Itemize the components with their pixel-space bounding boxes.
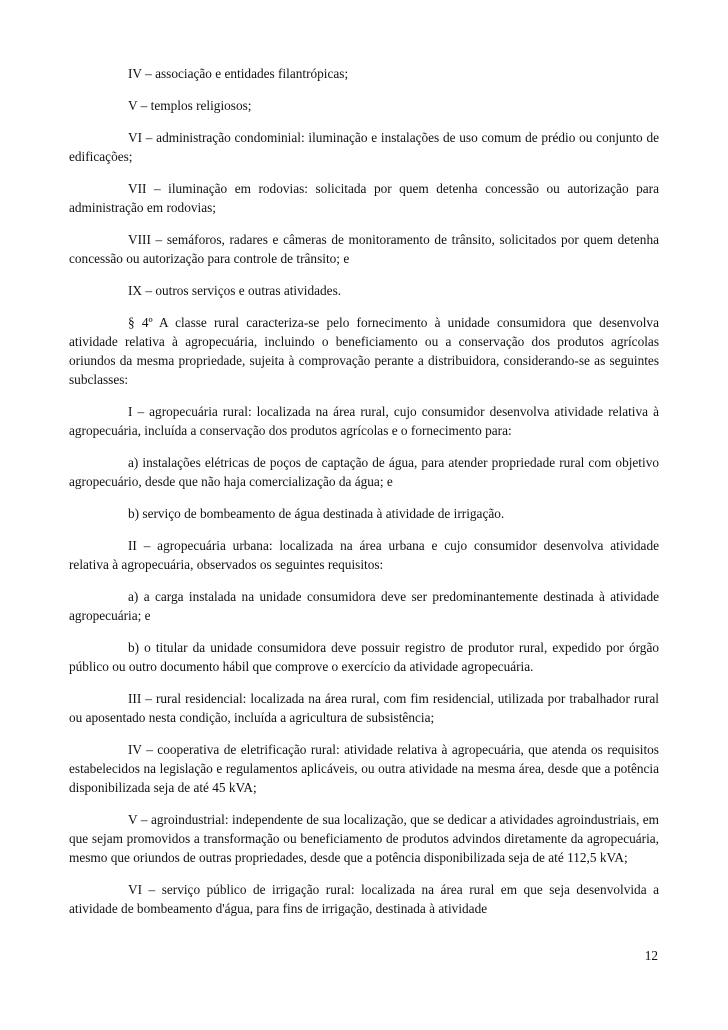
paragraph-alinea-b-bombeamento: b) serviço de bombeamento de água destinada à atividade de irrigação.	[128, 506, 505, 521]
paragraph-inciso-v-agroindustrial: V – agroindustrial: independente de sua localização, que se dedicar a atividades agroindustriais, em que sejam promovidos a transformação ou beneficiamento de produtos advindos diretamente da agropecuária, mesmo que oriundos de outras propriedades, desde que a potência disponibilizada seja de até 112,5 kVA;	[69, 812, 659, 865]
paragraph-alinea-b-titular: b) o titular da unidade consumidora deve possuir registro de produtor rural, expedido por órgão público ou outro documento hábil que comprove o exercício da atividade agropecuária.	[69, 640, 659, 674]
paragraph-inciso-ix-outros: IX – outros serviços e outras atividades.	[128, 283, 342, 298]
paragraph-inciso-iii-rural-residencial: III – rural residencial: localizada na área rural, com fim residencial, utilizada por trabalhador rural ou aposentado nesta condição, incluída a agricultura de subsistência;	[69, 691, 659, 725]
paragraph-paragrafo-4-classe-rural: § 4º A classe rural caracteriza-se pelo fornecimento à unidade consumidora que desenvolva atividade relativa à agropecuária, incluindo o beneficiamento ou a conservação dos produtos agrícolas oriundos da mesma propriedade, sujeita à comprovação perante a distribuidora, considerando-se as seguintes subclasses:	[69, 315, 659, 387]
paragraph-alinea-a-pocos: a) instalações elétricas de poços de captação de água, para atender propriedade rural com objetivo agropecuário, desde que não haja comercialização da água; e	[69, 455, 659, 489]
paragraph-inciso-vii-rodovias: VII – iluminação em rodovias: solicitada por quem detenha concessão ou autorização para administração em rodovias;	[69, 181, 659, 215]
page-number: 12	[644, 948, 658, 963]
paragraph-inciso-iv-associacao: IV – associação e entidades filantrópicas;	[128, 66, 349, 81]
paragraph-inciso-vi-condominial: VI – administração condominial: iluminação e instalações de uso comum de prédio ou conjunto de edificações;	[69, 130, 659, 164]
paragraph-inciso-vi-irrigacao: VI – serviço público de irrigação rural: localizada na área rural em que seja desenvolvida a atividade de bombeamento d'água, para fins de irrigação, destinada à atividade	[69, 882, 659, 916]
paragraph-inciso-iv-cooperativa: IV – cooperativa de eletrificação rural: atividade relativa à agropecuária, que atenda os requisitos estabelecidos na legislação e regulamentos aplicáveis, ou outra atividade na mesma área, desde que a potência disponibilizada seja de até 45 kVA;	[69, 742, 659, 795]
paragraph-alinea-a-carga: a) a carga instalada na unidade consumidora deve ser predominantemente destinada à atividade agropecuária; e	[69, 589, 659, 623]
paragraph-inciso-ii-agropecuaria-urbana: II – agropecuária urbana: localizada na área urbana e cujo consumidor desenvolva atividade relativa à agropecuária, observados os seguintes requisitos:	[69, 538, 659, 572]
paragraph-inciso-viii-semaforos: VIII – semáforos, radares e câmeras de monitoramento de trânsito, solicitados por quem detenha concessão ou autorização para controle de trânsito; e	[69, 232, 659, 266]
paragraph-inciso-v-templos: V – templos religiosos;	[128, 98, 252, 113]
document-body	[69, 64, 659, 931]
paragraph-inciso-i-agropecuaria-rural: I – agropecuária rural: localizada na área rural, cujo consumidor desenvolva atividade relativa à agropecuária, incluída a conservação dos produtos agrícolas e o fornecimento para:	[69, 404, 659, 438]
